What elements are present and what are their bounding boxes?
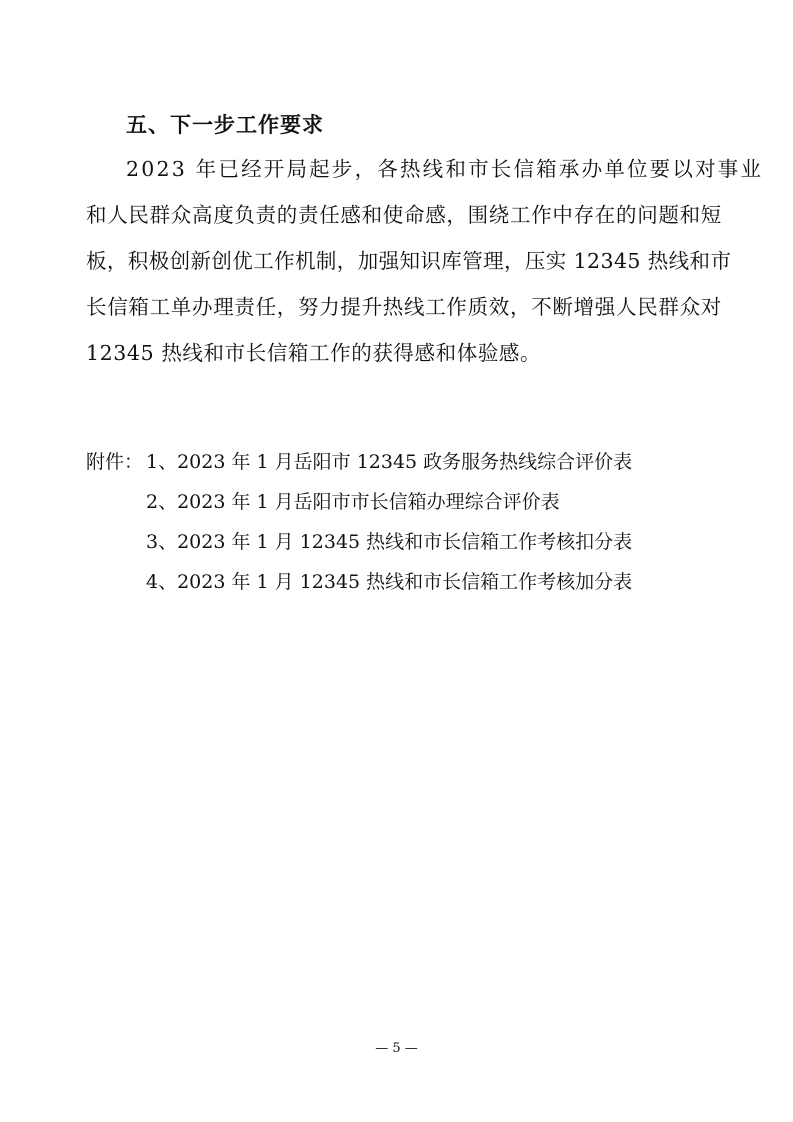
attachment-item-1: 1、2023 年 1 月岳阳市 12345 政务服务热线综合评价表 [146, 451, 633, 473]
paragraph-line-4: 长信箱工单办理责任，努力提升热线工作质效，不断增强人民群众对 [86, 295, 722, 319]
page-number: — 5 — [375, 1041, 418, 1056]
attachment-item-4: 4、2023 年 1 月 12345 热线和市长信箱工作考核加分表 [146, 571, 633, 593]
section-heading: 五、下一步工作要求 [126, 113, 324, 137]
attachments-label: 附件： [86, 451, 144, 473]
attachment-item-3: 3、2023 年 1 月 12345 热线和市长信箱工作考核扣分表 [146, 531, 633, 553]
attachment-item-2: 2、2023 年 1 月岳阳市市长信箱办理综合评价表 [146, 491, 560, 513]
paragraph-line-5: 12345 热线和市长信箱工作的获得感和体验感。 [86, 341, 542, 365]
paragraph-line-3: 板，积极创新创优工作机制，加强知识库管理，压实 12345 热线和市 [86, 249, 732, 273]
paragraph-line-2: 和人民群众高度负责的责任感和使命感，围绕工作中存在的问题和短 [86, 203, 722, 227]
paragraph-line-1: 2023 年已经开局起步，各热线和市长信箱承办单位要以对事业 [126, 157, 764, 181]
